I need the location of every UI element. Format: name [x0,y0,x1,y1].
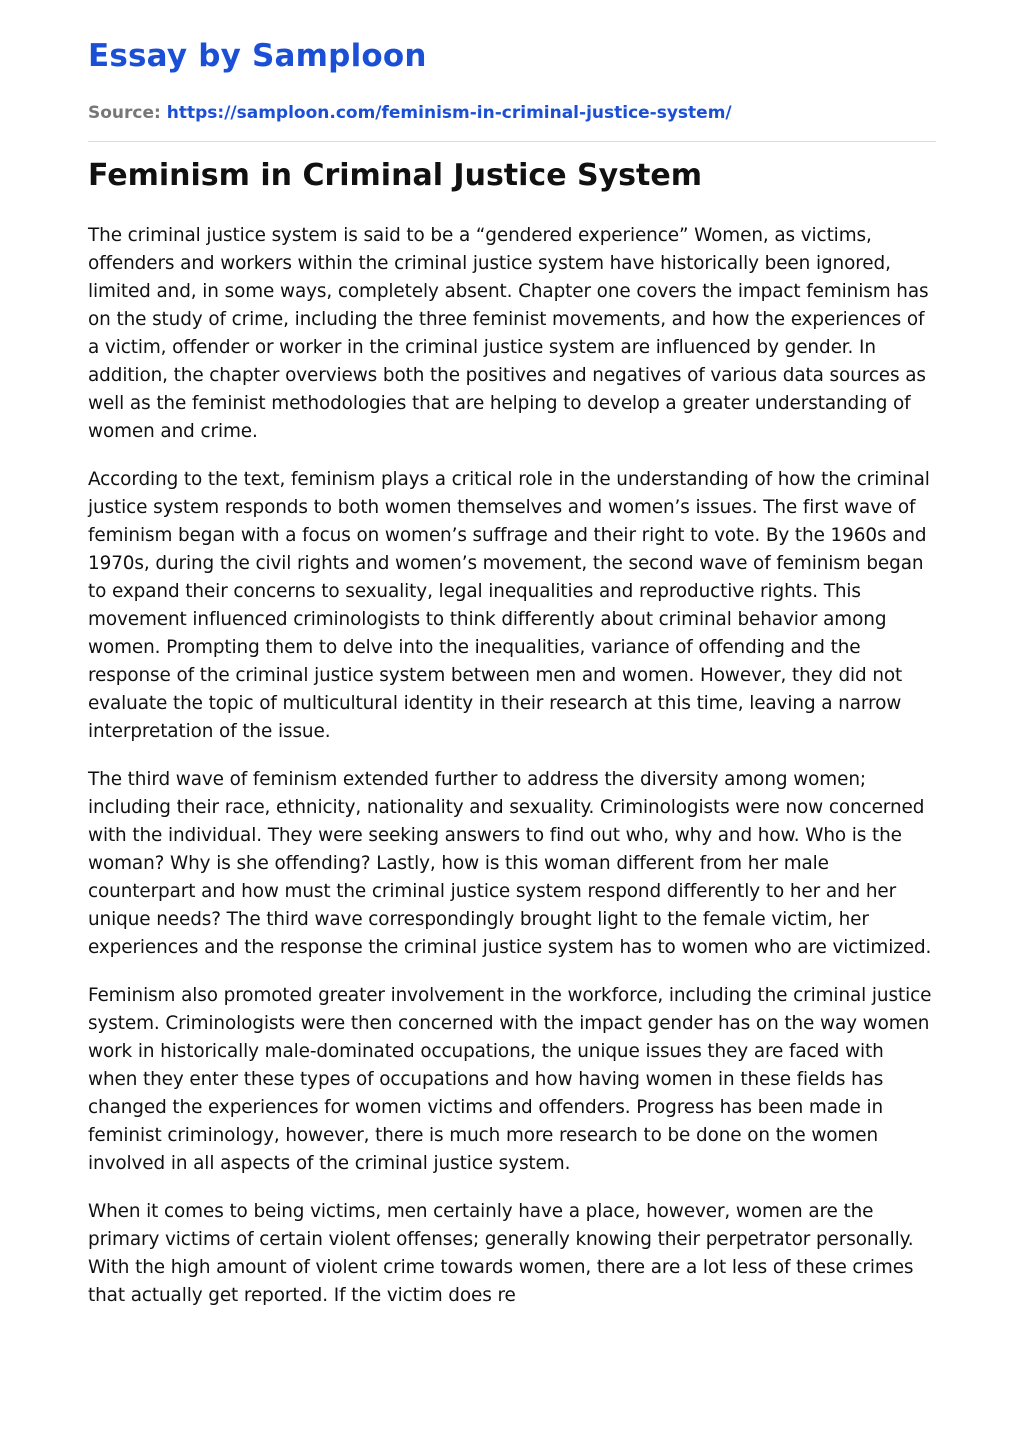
site-brand[interactable]: Essay by Samploon [88,38,427,74]
paragraph: When it comes to being victims, men certainly have a place, however, women are the primary victims of certain violent offenses; generally knowing their perpetrator personally. With the high amount of violent crime towards women, there are a lot less of these crimes that actually get reported. If the victim does re [88,1201,914,1306]
paragraph: Feminism also promoted greater involvement in the workforce, including the criminal justice system. Criminologists were then concerned with the impact gender has on the way women work in historically male-dominated occupations, the unique issues they are faced with when they enter these types of occupations and how having women in these fields has changed the experiences for women victims and offenders. Progress has been made in feminist criminology, however, there is much more research to be done on the women involved in all aspects of the criminal justice system. [88,985,932,1174]
article-body [88,222,938,1310]
paragraph: The criminal justice system is said to be a “gendered experience” Women, as victims, offenders and workers within the criminal justice system have historically been ignored, limited and, in some ways, completely absent. Chapter one covers the impact feminism has on the study of crime, including the three feminist movements, and how the experiences of a victim, offender or worker in the criminal justice system are influenced by gender. In addition, the chapter overviews both the positives and negatives of various data sources as well as the feminist methodologies that are helping to develop a greater understanding of women and crime. [88,225,929,442]
source-line [88,102,938,124]
essay-page [88,0,938,1330]
article-title: Feminism in Criminal Justice System [88,158,702,193]
paragraph: The third wave of feminism extended further to address the diversity among women; including their race, ethnicity, nationality and sexuality. Criminologists were now concerned with the individual. They were seeking answers to find out who, why and how. Who is the woman? Why is she offending? Lastly, how is this woman different from her male counterpart and how must the criminal justice system respond differently to her and her unique needs? The third wave correspondingly brought light to the female victim, her experiences and the response the criminal justice system has to women who are victimized. [88,769,932,958]
header-divider [88,141,936,142]
paragraph: According to the text, feminism plays a critical role in the understanding of how the criminal justice system responds to both women themselves and women’s issues. The first wave of feminism began with a focus on women’s suffrage and their right to vote. By the 1960s and 1970s, during the civil rights and women’s movement, the second wave of feminism began to expand their concerns to sexuality, legal inequalities and reproductive rights. This movement influenced criminologists to think differently about criminal behavior among women. Prompting them to delve into the inequalities, variance of offending and the response of the criminal justice system between men and women. However, they did not evaluate the topic of multicultural identity in their research at this time, leaving a narrow interpretation of the issue. [88,469,930,742]
source-label: Source: [88,103,161,123]
source-link[interactable]: https://samploon.com/feminism-in-criminal-justice-system/ [166,103,732,123]
